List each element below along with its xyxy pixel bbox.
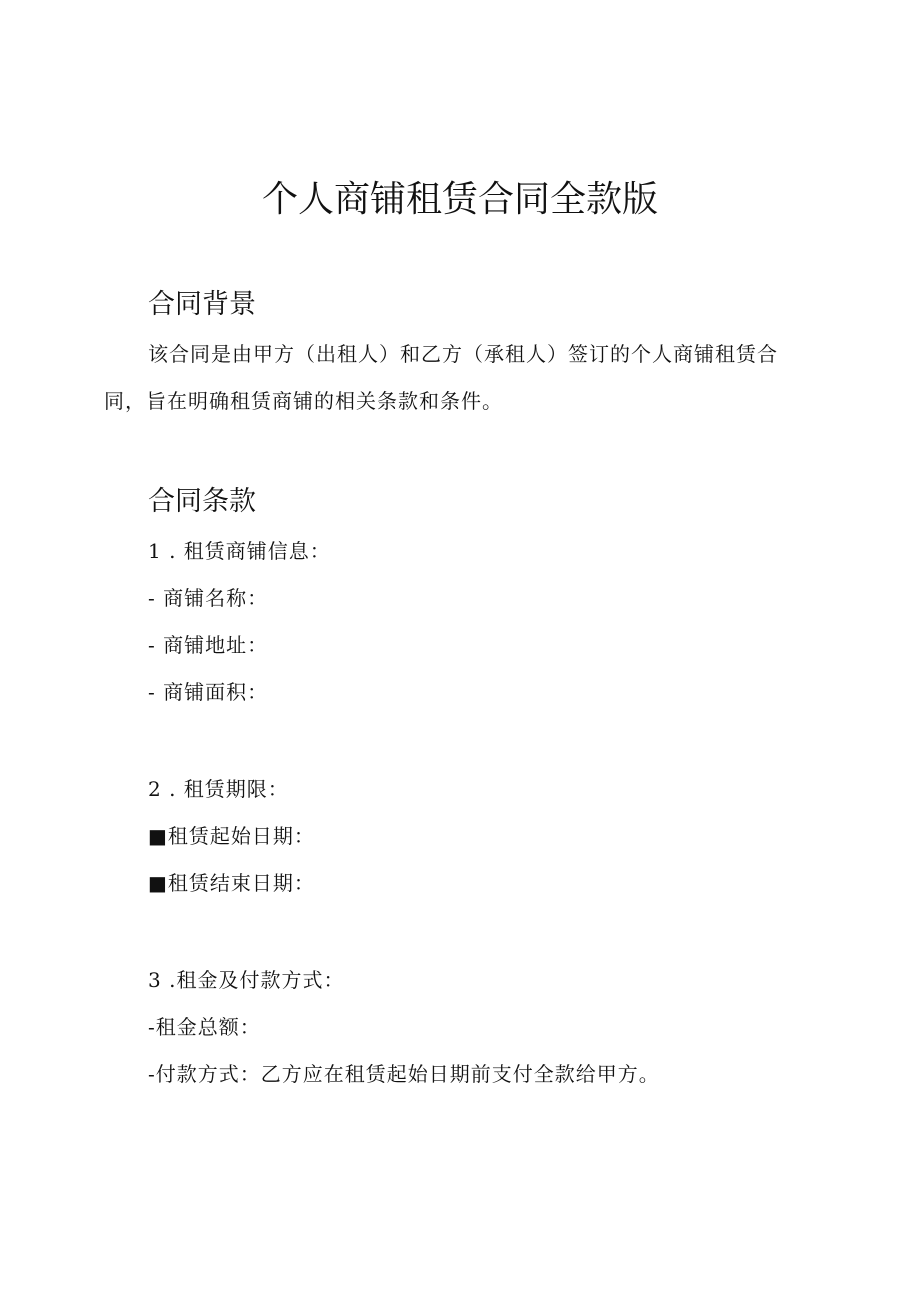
clause-1-item-shop-name: - 商铺名称： — [148, 586, 269, 610]
clause-2-title: 2 . 租赁期限： — [148, 777, 289, 801]
background-paragraph: 该合同是由甲方（出租人）和乙方（承租人）签订的个人商铺租赁合同，旨在明确租赁商铺的相关条款和条件。 — [104, 342, 778, 413]
clause-1-item-shop-address: - 商铺地址： — [148, 633, 269, 657]
document-title: 个人商铺租赁合同全款版 — [261, 179, 658, 220]
clause-3-title: 3 .租金及付款方式： — [148, 968, 345, 992]
section-heading-background: 合同背景 — [148, 289, 256, 320]
clause-1-item-shop-area: - 商铺面积： — [148, 680, 269, 704]
clause-3-item-total-rent: -租金总额： — [148, 1015, 261, 1039]
clause-2-item-end-date: ■租赁结束日期： — [148, 871, 315, 895]
clause-3-item-payment-method: -付款方式：乙方应在租赁起始日期前支付全款给甲方。 — [148, 1062, 660, 1086]
clause-2-item-start-date: ■租赁起始日期： — [148, 824, 315, 848]
section-heading-terms: 合同条款 — [148, 486, 256, 517]
clause-1-title: 1 . 租赁商铺信息： — [148, 539, 331, 563]
